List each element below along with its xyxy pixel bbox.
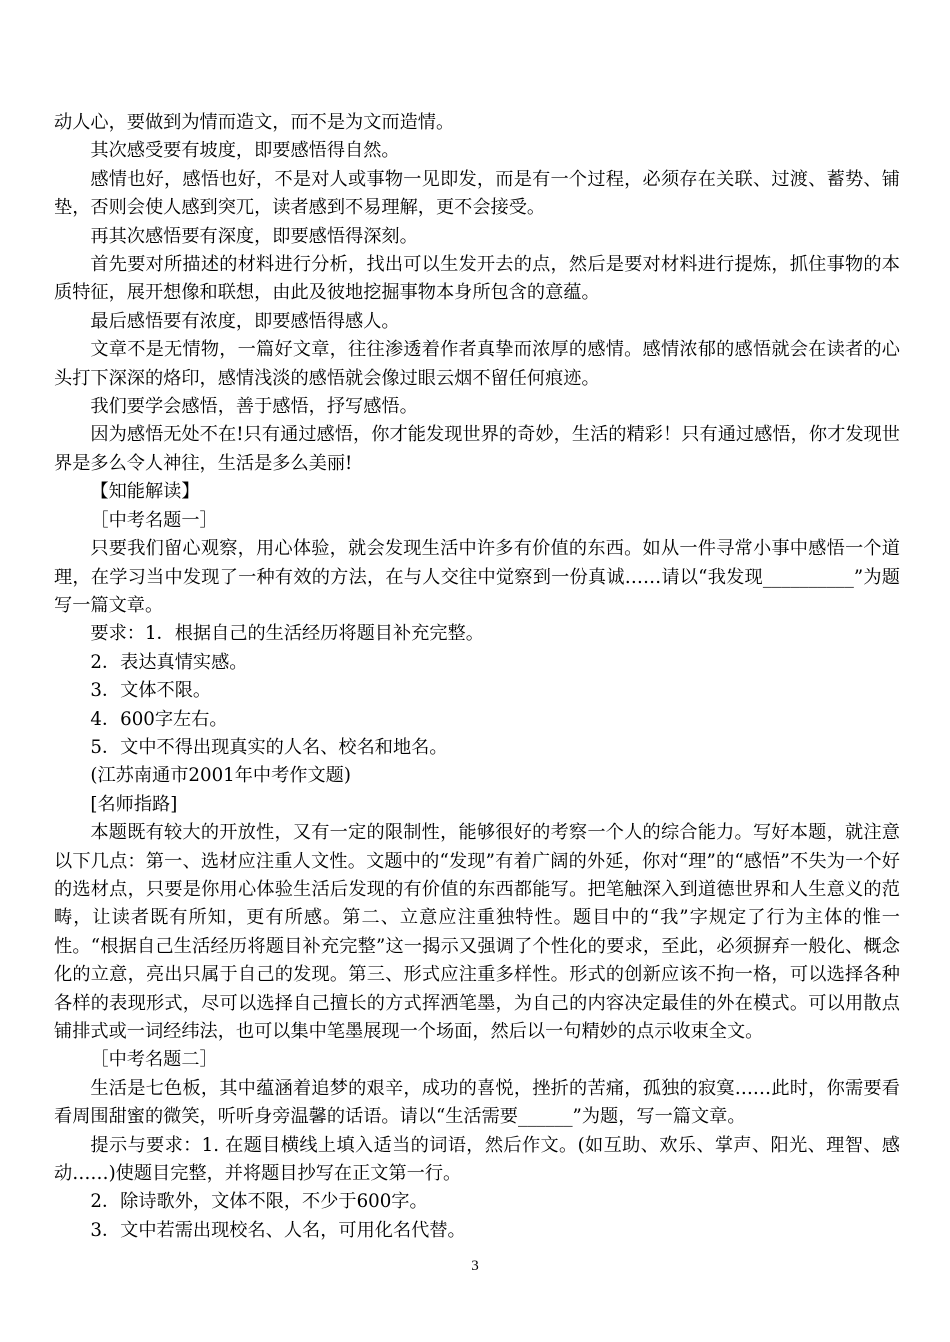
requirement-item: 2．表达真情实感。	[90, 651, 248, 673]
paragraph: 本题既有较大的开放性，又有一定的限制性，能够很好的考察一个人的综合能力。写好本题，就注意以下几点：第一、选材应注重人文性。文题中的“发现”有着广阔的外延，你对“理”的“感悟”不失为一个好的选材点，只要是你用心体验生活后发现的有价值的东西都能写。把笔触深入到道德世界和人生意义的范畴，让读者既有所知，更有所感。第二、立意应注重独特性。题目中的“我”字规定了行为主体的惟一性。“根据自己生活经历将题目补充完整”这一揭示又强调了个性化的要求，至此，必须摒弃一般化、概念化的立意，亮出只属于自己的发现。第三、形式应注重多样性。形式的创新应该不拘一格，可以选择各种各样的表现形式，尽可以选择自己擅长的方式挥洒笔墨，为自己的内容决定最佳的外在模式。可以用散点铺排式或一词经纬法，也可以集中笔墨展现一个场面，然后以一句精妙的点示收束全文。	[54, 822, 900, 1042]
paragraph: 我们要学会感悟，善于感悟，抒写感悟。	[90, 396, 418, 418]
requirement-item: 3．文体不限。	[90, 680, 212, 702]
paragraph: 最后感悟要有浓度，即要感悟得感人。	[90, 310, 400, 332]
page-number: 3	[471, 1258, 479, 1274]
section-heading: 【知能解读】	[90, 481, 200, 503]
requirement-item: 4．600字左右。	[90, 708, 228, 730]
paragraph: 动人心，要做到为情而造文，而不是为文而造情。	[54, 112, 455, 133]
requirement-item: 5．文中不得出现真实的人名、校名和地名。	[90, 736, 448, 758]
requirement-item: 2．除诗歌外，文体不限，不少于600字。	[90, 1191, 428, 1213]
subsection-heading: ［中考名题二］	[90, 1049, 218, 1071]
subsection-heading: ［中考名题一］	[90, 509, 218, 531]
body-text	[54, 109, 900, 1245]
paragraph: 感情也好，感悟也好，不是对人或事物一见即发，而是有一个过程，必须存在关联、过渡、蓄势、铺垫，否则会使人感到突兀，读者感到不易理解，更不会接受。	[54, 168, 900, 219]
paragraph: 文章不是无情物，一篇好文章，往往渗透着作者真挚而浓厚的感情。感情浓郁的感悟就会在读者的心头打下深深的烙印，感情浅淡的感悟就会像过眼云烟不留任何痕迹。	[54, 339, 900, 389]
source-note: (江苏南通市2001年中考作文题)	[90, 765, 351, 787]
requirement-item: 3．文中若需出现校名、人名，可用化名代替。	[90, 1219, 466, 1241]
requirement-item: 提示与要求：1. 在题目横线上填入适当的词语，然后作文。(如互助、欢乐、掌声、阳光、理智、感动……)使题目完整，并将题目抄写在正文第一行。	[54, 1134, 900, 1185]
paragraph: 因为感悟无处不在!只有通过感悟，你才能发现世界的奇妙，生活的精彩！只有通过感悟，你才发现世界是多么令人神往，生活是多么美丽!	[54, 424, 900, 474]
subsection-heading: [名师指路]	[90, 793, 178, 815]
requirement-item: 要求：1．根据自己的生活经历将题目补充完整。	[90, 623, 484, 645]
paragraph: 首先要对所描述的材料进行分析，找出可以生发开去的点，然后是要对材料进行提炼，抓住事物的本质特征，展开想像和联想，由此及彼地挖掘事物本身所包含的意蕴。	[54, 254, 900, 304]
paragraph: 只要我们留心观察，用心体验，就会发现生活中许多有价值的东西。如从一件寻常小事中感悟一个道理，在学习当中发现了一种有效的方法，在与人交往中觉察到一份真诚……请以“我发现__________”为题写一篇文章。	[54, 538, 900, 616]
paragraph: 再其次感悟要有深度，即要感悟得深刻。	[90, 225, 418, 247]
paragraph: 生活是七色板，其中蕴涵着追梦的艰辛，成功的喜悦，挫折的苦痛，孤独的寂寞……此时，你需要看看周围甜蜜的微笑，听听身旁温馨的话语。请以“生活需要______”为题，写一篇文章。	[54, 1077, 900, 1128]
paragraph: 其次感受要有坡度，即要感悟得自然。	[90, 140, 400, 162]
